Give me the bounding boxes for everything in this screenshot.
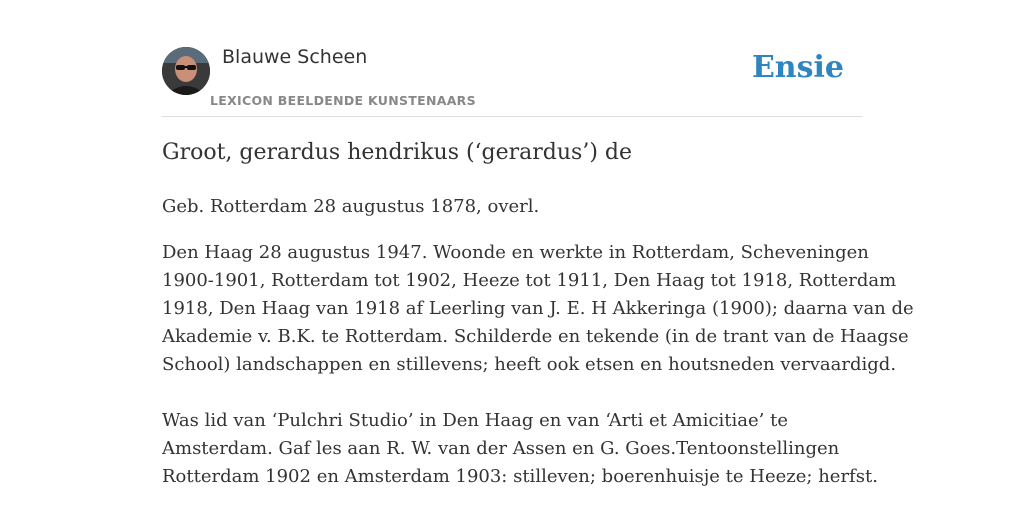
brand-logo[interactable]: Ensie [751,50,844,85]
header [162,0,862,117]
paragraph-line: Was lid van ‘Pulchri Studio’ in Den Haag en van ‘Arti et Amicitiae’ te [162,410,789,431]
paragraph-line: Amsterdam. Gaf les aan R. W. van der Assen en G. Goes.Tentoonstellingen [162,438,840,459]
avatar[interactable] [162,47,210,95]
avatar-photo-icon [162,47,210,95]
paragraph-gap [162,379,862,407]
author-name[interactable]: Blauwe Scheen [222,46,368,68]
intro-paragraph: Geb. Rotterdam 28 augustus 1878, overl. [162,196,540,217]
page-title: Groot, gerardus hendrikus (‘gerardus’) de [162,140,633,165]
paragraph-line: 1918, Den Haag van 1918 af Leerling van J. E. H Akkeringa (1900); daarna van de [162,298,914,319]
paragraph-line: Rotterdam 1902 en Amsterdam 1903: stilleven; boerenhuisje te Heeze; herfst. [162,466,878,487]
paragraph-line: 1900-1901, Rotterdam tot 1902, Heeze tot 1911, Den Haag tot 1918, Rotterdam [162,270,897,291]
paragraph-line: Akademie v. B.K. te Rotterdam. Schilderde en tekende (in de trant van de Haagse [162,326,909,347]
paragraph-line: Den Haag 28 augustus 1947. Woonde en werkte in Rotterdam, Scheveningen [162,242,869,263]
paragraph-line: School) landschappen en stillevens; heeft ook etsen en houtsneden vervaardigd. [162,354,897,375]
article-body [162,239,914,491]
category-label[interactable]: LEXICON BEELDENDE KUNSTENAARS [210,93,476,108]
page [162,0,914,487]
